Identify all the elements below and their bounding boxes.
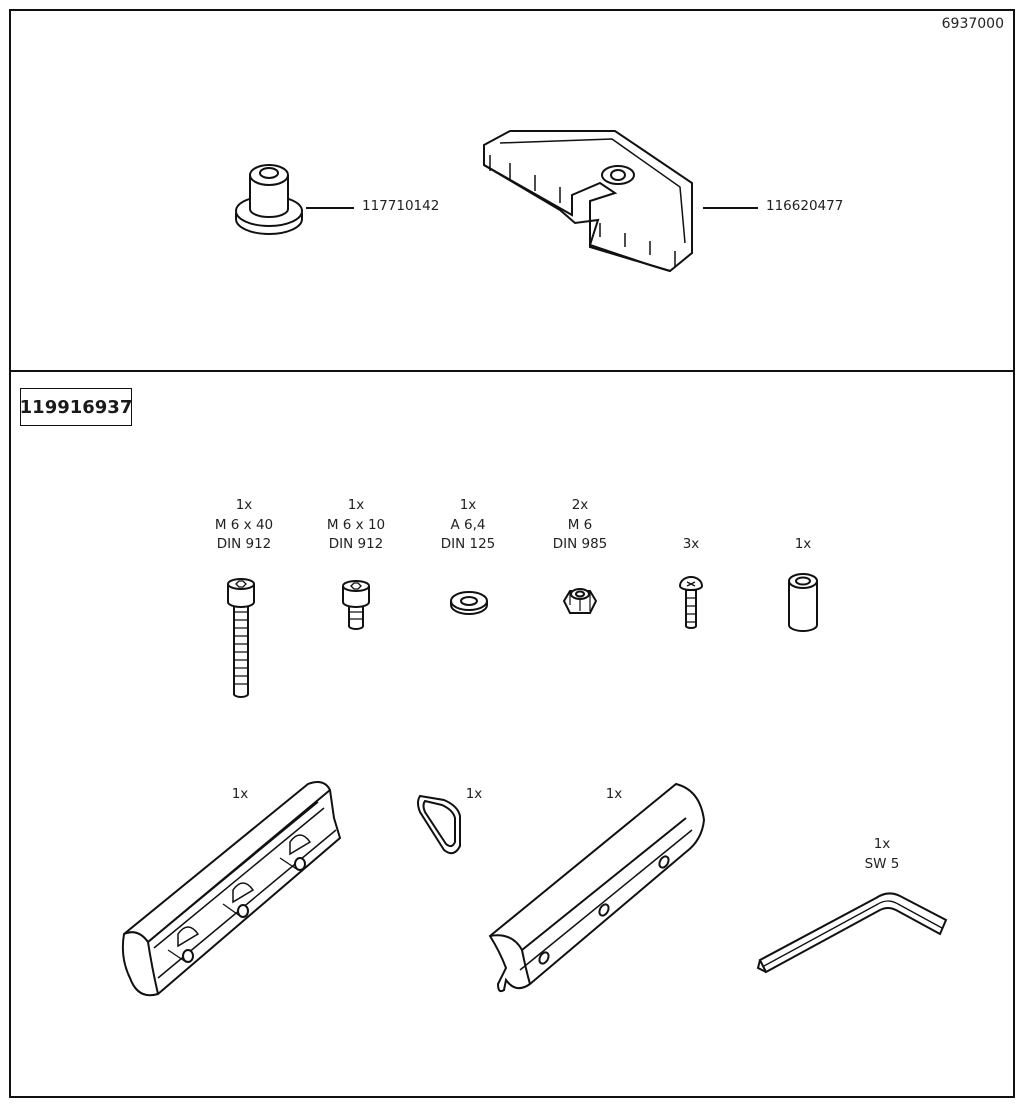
spec: M 6 x 10 [326,516,386,533]
quantity: 1x [794,536,812,552]
spacer-sleeve-icon [787,571,819,633]
hardware-label-pan-screw [683,535,700,555]
quantity: 2x [571,497,589,513]
component-label-inner-frame: 1x [231,786,249,802]
standard: DIN 985 [552,536,608,552]
quantity: 3x [682,536,700,552]
quantity: 1x [347,497,365,513]
spec: M 6 [567,516,593,533]
spec: M 6 x 40 [214,516,274,533]
section-divider [9,370,1015,372]
hardware-label-spacer [795,535,812,555]
spec: A 6,4 [450,516,486,533]
document-number: 6937000 [941,16,1004,32]
leader-line-117710142 [306,207,354,209]
standard: DIN 125 [440,536,496,552]
end-cap-seal-icon [414,792,464,856]
flat-washer-icon [449,590,489,616]
angled-bracket-pad-icon [480,125,700,275]
quantity: 1x [459,497,477,513]
component-label-hex-key [865,835,900,874]
hardware-label-screw-m6x40 [215,496,273,555]
standard: DIN 912 [328,536,384,552]
hex-key-icon [756,884,950,974]
part-number-116620477: 116620477 [766,198,844,214]
socket-head-cap-screw-short-icon [341,580,371,632]
rubber-grommet-icon [234,155,306,237]
handle-inner-frame-icon [118,778,344,1000]
component-label-cover: 1x [605,786,623,802]
component-label-seal: 1x [465,786,483,802]
standard: DIN 912 [216,536,272,552]
quantity: 1x [873,836,891,852]
lock-nut-icon [562,585,598,619]
kit-number-box: 119916937 [20,388,132,426]
spec: SW 5 [864,855,900,872]
part-number-117710142: 117710142 [362,198,440,214]
leader-line-116620477 [703,207,758,209]
hardware-label-washer [441,496,496,555]
handle-cover-icon [486,780,708,996]
phillips-pan-head-screw-icon [678,574,704,632]
hardware-label-screw-m6x10 [327,496,385,555]
socket-head-cap-screw-long-icon [226,578,256,700]
quantity: 1x [235,497,253,513]
hardware-label-nut [553,496,608,555]
